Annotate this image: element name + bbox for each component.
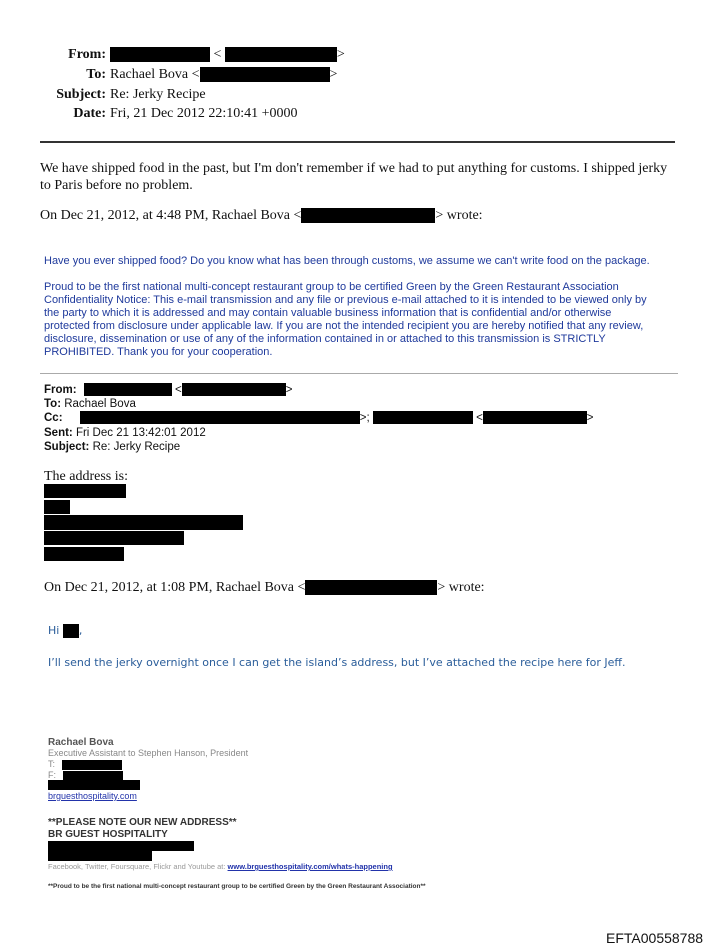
sig-phone: T: [48, 759, 122, 770]
redaction [225, 47, 337, 62]
redaction [62, 760, 122, 770]
fwd-to: To: Rachael Bova [44, 398, 136, 410]
redaction [80, 411, 360, 424]
sig-note: **PLEASE NOTE OUR NEW ADDRESS** [48, 817, 237, 828]
redaction [63, 624, 79, 638]
disclaimer-line: disclosure, dissemination or use of any of the information contained in or attached to this transmission is STRICTLY [44, 333, 606, 345]
quoted-question: Have you ever shipped food? Do you know what has been through customs, we assume we can't write food on the package. [44, 255, 650, 267]
fwd-subject: Subject: Re: Jerky Recipe [44, 441, 181, 453]
reply-body-line-1: We have shipped food in the past, but I'm don't remember if we had to put anything for customs. I shipped jerky [40, 161, 668, 176]
disclaimer-line: Confidentiality Notice: This e-mail transmission and any file or previous e-mail attached to it is intended to be viewed only by [44, 294, 647, 306]
redaction [182, 383, 286, 396]
sig-social: Facebook, Twitter, Foursquare, Flickr and Youtube at: www.brguesthospitality.com/whats-happening [48, 862, 393, 871]
fwd-quote-intro: On Dec 21, 2012, at 1:08 PM, Rachael Bova < > wrote: [44, 580, 485, 595]
redacted-address [48, 841, 194, 851]
original-body: I’ll send the jerky overnight once I can get the island’s address, but I’ve attached the recipe here for Jeff. [48, 656, 626, 669]
disclaimer-line: Proud to be the first national multi-concept restaurant group to be certified Green by the Green Restaurant Association [44, 281, 619, 293]
redaction [373, 411, 473, 424]
subject-label: Subject: [56, 87, 106, 102]
redaction [301, 208, 435, 223]
forward-divider [40, 373, 678, 374]
subject-value: Re: Jerky Recipe [110, 87, 206, 102]
from-label: From: [68, 47, 106, 62]
social-link[interactable]: www.brguesthospitality.com/whats-happening [227, 862, 393, 871]
from-value: < > [110, 45, 345, 64]
redaction [200, 67, 330, 82]
reply-body-line-2: to Paris before no problem. [40, 178, 193, 193]
redaction [84, 383, 172, 396]
disclaimer-line: PROHIBITED. Thank you for your cooperation. [44, 346, 273, 358]
document-id: EFTA00558788 [606, 930, 704, 946]
redacted-address-line [44, 484, 126, 498]
redacted-address-line [44, 515, 243, 530]
to-label: To: [86, 67, 106, 82]
redacted-address-line [44, 531, 184, 545]
redaction [305, 580, 437, 595]
fwd-sent: Sent: Fri Dec 21 13:42:01 2012 [44, 427, 206, 439]
redacted-contact [48, 780, 140, 790]
disclaimer-line: protected from disclosure under applicable law. If you are not the intended recipient you are hereby notified that any review, [44, 320, 644, 332]
disclaimer-line: the party to which it is addressed and may contain valuable business information that is confidential and/or otherwise [44, 307, 612, 319]
green-note: **Proud to be the first national multi-concept restaurant group to be certified Green by the Green Restaurant Association** [48, 883, 426, 890]
disclaimer [44, 281, 647, 359]
sig-title: Executive Assistant to Stephen Hanson, President [48, 748, 249, 758]
to-value: Rachael Bova < > [110, 67, 338, 82]
sig-fax: F: [48, 770, 123, 781]
sig-name: Rachael Bova [48, 737, 114, 748]
redacted-address [48, 851, 152, 861]
date-value: Fri, 21 Dec 2012 22:10:41 +0000 [110, 106, 298, 121]
redacted-address-line [44, 500, 70, 514]
fwd-cc: Cc: >; < > [44, 412, 594, 424]
address-intro: The address is: [44, 469, 128, 484]
fwd-from: From: < > [44, 384, 293, 396]
date-label: Date: [73, 106, 106, 121]
redaction [110, 47, 210, 62]
redaction [483, 411, 587, 424]
header-divider [40, 141, 675, 143]
quote-intro: On Dec 21, 2012, at 4:48 PM, Rachael Bova < > wrote: [40, 208, 483, 223]
greeting: Hi , [48, 624, 83, 637]
sig-company: BR GUEST HOSPITALITY [48, 829, 168, 840]
redacted-address-line [44, 547, 124, 561]
sig-website-link[interactable]: brguesthospitality.com [48, 791, 137, 801]
